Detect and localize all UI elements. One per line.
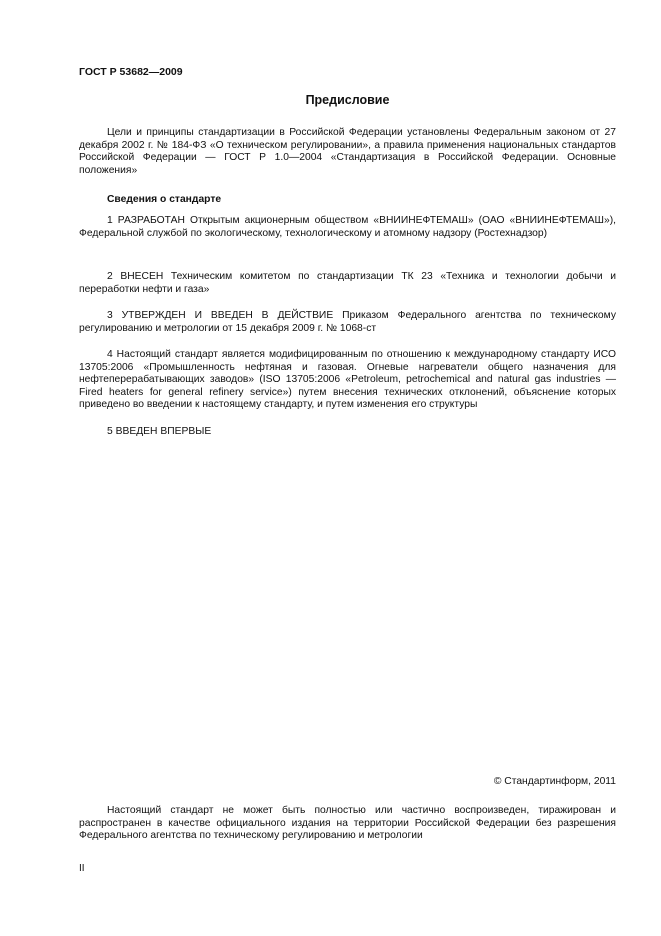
item-2-paragraph: 2 ВНЕСЕН Техническим комитетом по стандартизации ТК 23 «Техника и технологии добычи и переработки нефти и газа» bbox=[79, 271, 616, 295]
item-4-block bbox=[79, 349, 616, 412]
intro-block bbox=[79, 127, 616, 177]
section-subheading: Сведения о стандарте bbox=[107, 194, 222, 205]
item-5-paragraph: 5 ВВЕДЕН ВПЕРВЫЕ bbox=[107, 426, 212, 437]
item-1-paragraph: 1 РАЗРАБОТАН Открытым акционерным обществом «ВНИИНЕФТЕМАШ» (ОАО «ВНИИНЕФТЕМАШ»), Федеральной службой по экологическому, технологическому и атомному надзору (Ростехнадзор) bbox=[79, 215, 616, 239]
item-1-block bbox=[79, 215, 616, 240]
item-5-block bbox=[79, 426, 616, 439]
item-4-paragraph: 4 Настоящий стандарт является модифицированным по отношению к международному стандарту ИСО 13705:2006 «Промышленность нефтяная и газовая. Огневые нагреватели общего назначения для нефтеперерабатывающих заводов» (ISO 13705:2006 «Petroleum, petrochemical and natural gas industries — Fired heaters for general refinery service») путем внесения технических отклонений, объяснение которых приведено во введении к настоящему стандарту, и путем изменения его структуры bbox=[79, 349, 616, 411]
page-number: II bbox=[79, 863, 85, 874]
reproduction-notice-block bbox=[79, 805, 616, 843]
reproduction-notice: Настоящий стандарт не может быть полностью или частично воспроизведен, тиражирован и распространен в качестве официального издания на территории Российской Федерации без разрешения Федерального агентства по техническому регулированию и метрологии bbox=[79, 805, 616, 842]
standard-code-header: ГОСТ Р 53682—2009 bbox=[79, 66, 183, 78]
copyright-notice: © Стандартинформ, 2011 bbox=[493, 776, 616, 787]
item-3-block bbox=[79, 310, 616, 335]
page-title: Предисловие bbox=[305, 93, 390, 107]
intro-paragraph: Цели и принципы стандартизации в Российской Федерации установлены Федеральным законом от 27 декабря 2002 г. № 184-ФЗ «О техническом регулировании», а правила применения национальных стандартов Российской Федерации — ГОСТ Р 1.0—2004 «Стандартизация в Российской Федерации. Основные положения» bbox=[79, 127, 616, 176]
item-3-paragraph: 3 УТВЕРЖДЕН И ВВЕДЕН В ДЕЙСТВИЕ Приказом Федерального агентства по техническому регулированию и метрологии от 15 декабря 2009 г. № 1068-ст bbox=[79, 310, 616, 334]
item-2-block bbox=[79, 271, 616, 296]
